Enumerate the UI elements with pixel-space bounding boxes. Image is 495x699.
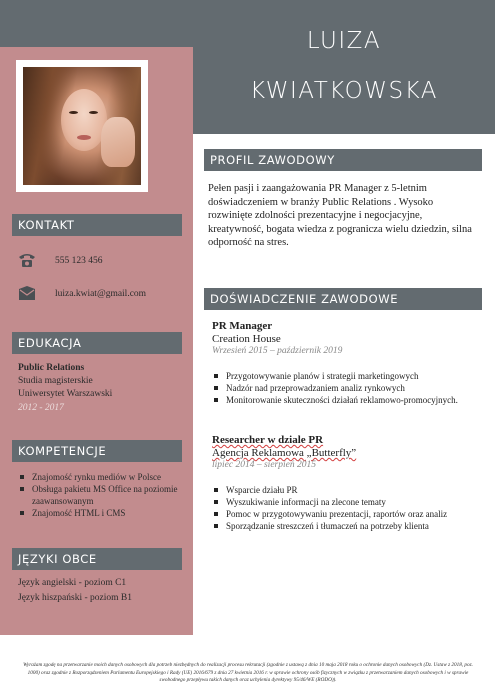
list-item: Obsługa pakietu MS Office na poziomie zaawansowanym [20,483,182,507]
job-title: Researcher w dziale PR [212,434,324,446]
job-company: Agencja Reklamowa „Butterfly” [212,447,357,459]
first-name: LUIZA [306,28,382,54]
education-heading: EDUKACJA [12,332,182,354]
phone-icon [18,252,36,268]
education-school: Uniwersytet Warszawski [18,389,113,399]
envelope-icon [18,285,36,301]
list-item: Znajomość HTML i CMS [20,507,182,519]
data-consent-clause: Wyrażam zgodę na przetwarzanie moich danych osobowych dla potrzeb niezbędnych do realizacji procesu rekrutacji (zgodnie z ustawą z dnia 10 maja 2018 roku o ochronie danych osobowych (Dz. Ustaw z 2018, poz. 1000) oraz zgodnie z Rozporządzeniem Parlamentu Europejskiego i Rady (UE) 2016/679 z dnia 27 kwietnia 2016 r. w sprawie ochrony osób fizycznych w związku z przetwarzaniem danych osobowych i w sprawie swobodnego przepływu takich danych oraz uchylenia dyrektywy 95/46/WE (RODO)). [23,662,473,683]
email-address[interactable]: luiza.kwiat@gmail.com [55,289,147,299]
list-item: Wsparcie działu PR [212,484,474,496]
languages-heading: JĘZYKI OBCE [12,548,182,570]
job-dates: lipiec 2014 – sierpień 2015 [212,460,316,470]
list-item: Nadzór nad przeprowadzaniem analiz rynkowych [212,382,474,394]
skills-heading: KOMPETENCJE [12,440,182,462]
language-item: Język angielski - poziom C1 [18,578,127,588]
skills-list [20,471,182,519]
list-item: Sporządzanie streszczeń i tłumaczeń na potrzeby klienta [212,520,474,532]
photo-frame [16,60,148,192]
profile-heading: PROFIL ZAWODOWY [204,149,482,171]
job-company: Creation House [212,333,281,345]
phone-number[interactable]: 555 123 456 [55,256,103,266]
experience-heading: DOŚWIADCZENIE ZAWODOWE [204,288,482,310]
language-item: Język hiszpański - poziom B1 [18,593,132,603]
education-years: 2012 - 2017 [18,403,64,413]
list-item: Monitorowanie skuteczności działań reklamowo-promocyjnych. [212,394,474,406]
profile-text: Pełen pasji i zaangażowania PR Manager z 5-letnim doświadczeniem w branży Public Relations . Wysoko rozwinięte zdolności prezentacyjne i negocjacyjne, kreatywność, bogata wiedza z pogranicza wielu dziedzin, silna odporność na stres. [208,183,472,248]
name-block [193,0,495,134]
education-degree: Studia magisterskie [18,376,93,386]
list-item: Pomoc w przygotowywaniu prezentacji, raportów oraz analiz [212,508,474,520]
list-item: Przygotowywanie planów i strategii marketingowych [212,370,474,382]
job-duties [212,484,474,532]
job-duties [212,370,474,406]
job-dates: Wrzesień 2015 – październik 2019 [212,346,343,356]
job-title: PR Manager [212,320,273,332]
list-item: Wyszukiwanie informacji na zlecone tematy [212,496,474,508]
list-item: Znajomość rynku mediów w Polsce [20,471,182,483]
education-field: Public Relations [18,363,85,373]
last-name: KWIATKOWSKA [250,78,438,104]
portrait-photo [23,67,141,185]
contact-heading: KONTAKT [12,214,182,236]
